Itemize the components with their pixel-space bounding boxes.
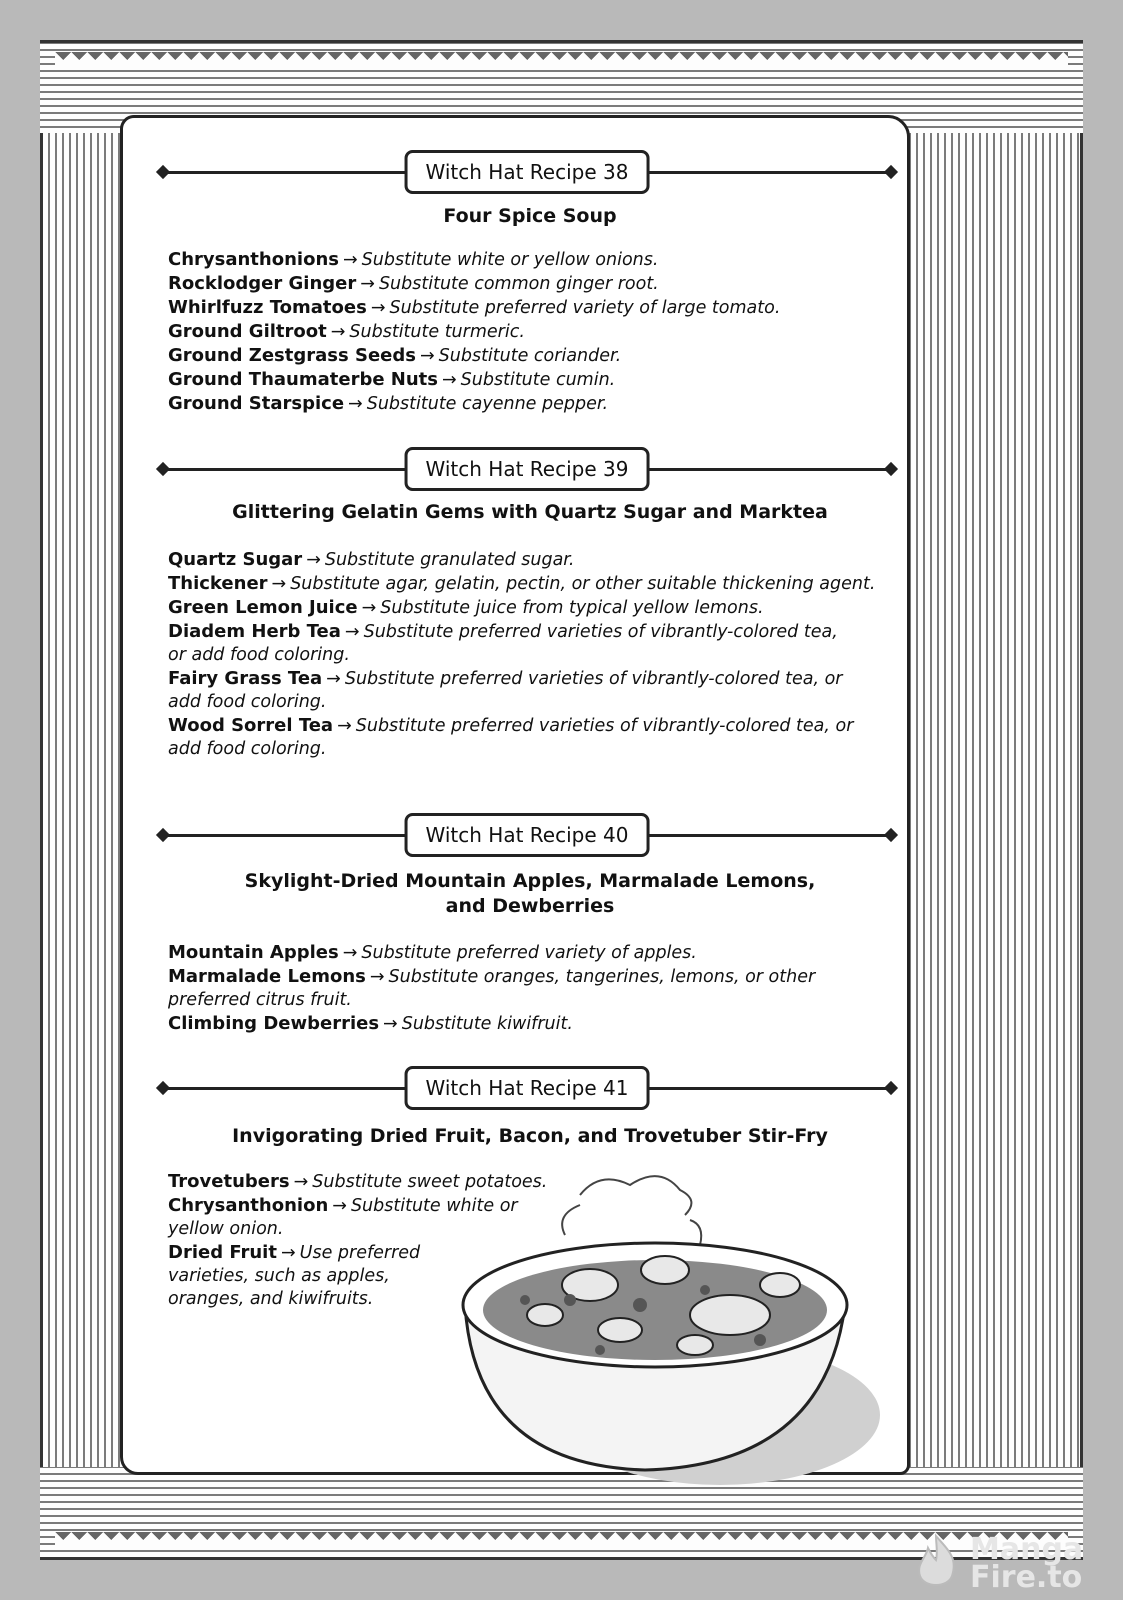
recipe-39-ingredients — [168, 548, 878, 761]
recipe-40-title: Skylight-Dried Mountain Apples, Marmalade Lemons, and Dewberries — [244, 870, 816, 917]
recipe-40-ingredients — [168, 941, 868, 1036]
ingredient-row: Green Lemon Juice → Substitute juice from typical yellow lemons. — [168, 597, 764, 618]
stir-fry-bowl-illustration — [450, 1165, 880, 1510]
recipe-38-title: Four Spice Soup — [443, 205, 617, 227]
recipe-41-divider — [158, 1066, 896, 1110]
ingredient-row: Ground Zestgrass Seeds → Substitute coriander. — [168, 345, 622, 366]
steam-icon — [562, 1176, 701, 1245]
ingredient-row: Climbing Dewberries → Substitute kiwifruit. — [168, 1013, 573, 1034]
recipe-38-divider — [158, 150, 896, 194]
ingredient-row: Thickener → Substitute agar, gelatin, pectin, or other suitable thickening agent. — [168, 573, 876, 594]
ingredient-row: Wood Sorrel Tea → Substitute preferred varieties of vibrantly-colored tea, or add food coloring. — [168, 715, 854, 759]
ingredient-row: Marmalade Lemons → Substitute oranges, tangerines, lemons, or other preferred citrus fruit. — [168, 966, 816, 1010]
recipe-39-title: Glittering Gelatin Gems with Quartz Sugar and Marktea — [232, 501, 828, 523]
recipe-41-title: Invigorating Dried Fruit, Bacon, and Trovetuber Stir-Fry — [232, 1125, 828, 1147]
ingredient-row: Chrysanthonions → Substitute white or yellow onions. — [168, 249, 659, 270]
border-triangle-row-top — [55, 52, 1068, 68]
ingredient-row: Fairy Grass Tea → Substitute preferred varieties of vibrantly-colored tea, or add food coloring. — [168, 668, 843, 712]
ingredient-row: Chrysanthonion → Substitute white or yellow onion. — [168, 1195, 518, 1239]
recipe-40-tag: Witch Hat Recipe 40 — [405, 813, 650, 857]
watermark: Manga Fire.to — [908, 1532, 1088, 1592]
ingredient-row: Ground Starspice → Substitute cayenne pepper. — [168, 393, 609, 414]
ingredient-row: Diadem Herb Tea → Substitute preferred varieties of vibrantly-colored tea, or add food coloring. — [168, 621, 838, 665]
ingredient-row: Trovetubers → Substitute sweet potatoes. — [168, 1171, 548, 1192]
recipe-40-divider — [158, 813, 896, 857]
recipe-39-divider — [158, 447, 896, 491]
recipe-38-ingredients — [168, 248, 888, 416]
ingredient-row: Rocklodger Ginger → Substitute common ginger root. — [168, 273, 659, 294]
ingredient-row: Ground Giltroot → Substitute turmeric. — [168, 321, 525, 342]
ingredient-row: Whirlfuzz Tomatoes → Substitute preferred variety of large tomato. — [168, 297, 781, 318]
ingredient-row: Dried Fruit → Use preferred varieties, such as apples, oranges, and kiwifruits. — [168, 1242, 421, 1309]
recipe-38-tag: Witch Hat Recipe 38 — [405, 150, 650, 194]
flame-logo-icon — [908, 1532, 964, 1592]
ingredient-row: Mountain Apples → Substitute preferred variety of apples. — [168, 942, 697, 963]
recipe-41-tag: Witch Hat Recipe 41 — [405, 1066, 650, 1110]
recipe-39-tag: Witch Hat Recipe 39 — [405, 447, 650, 491]
ingredient-row: Quartz Sugar → Substitute granulated sugar. — [168, 549, 575, 570]
ingredient-row: Ground Thaumaterbe Nuts → Substitute cumin. — [168, 369, 616, 390]
